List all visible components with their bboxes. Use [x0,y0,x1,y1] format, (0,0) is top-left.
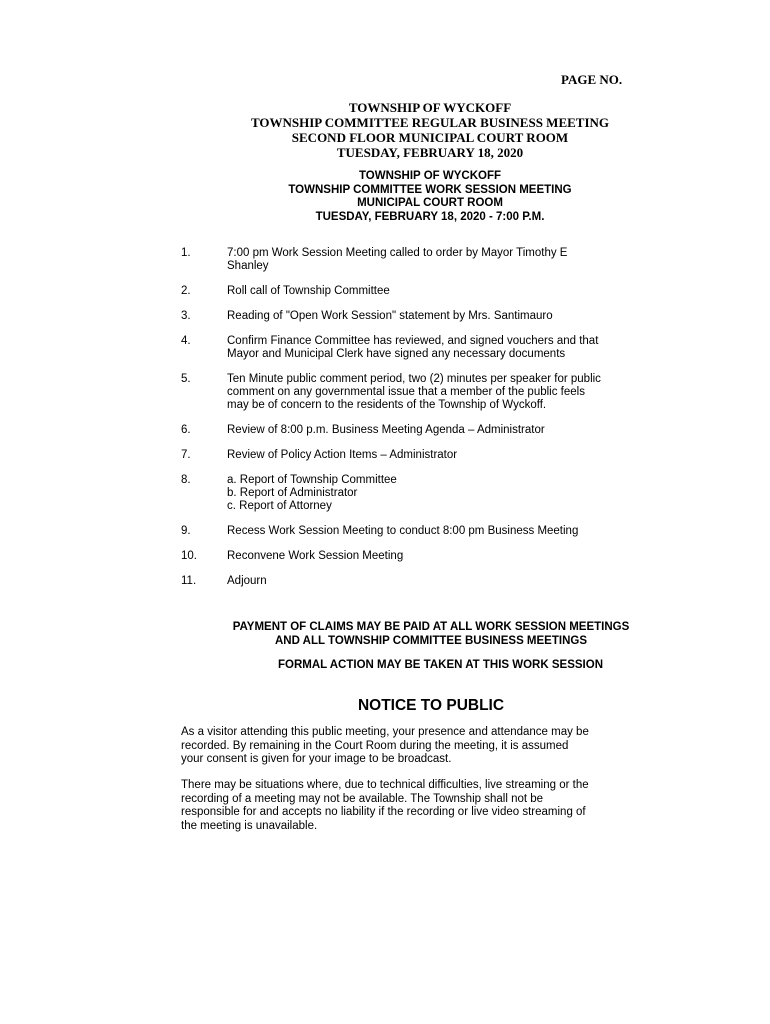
agenda-item [181,550,681,563]
paragraph-line: the meeting is unavailable. [181,819,318,832]
header-line: TUESDAY, FEBRUARY 18, 2020 [336,145,524,160]
agenda-line: Adjourn [227,575,267,587]
agenda-line: Shanley [227,260,269,272]
paragraph-line: As a visitor attending this public meeting, your presence and attendance may be [181,726,589,738]
agenda-item-text [227,525,681,538]
header-line: TOWNSHIP COMMITTEE REGULAR BUSINESS MEETING [250,115,610,130]
agenda-line: Confirm Finance Committee has reviewed, and signed vouchers and that [227,335,599,347]
notice-paragraph-recording [181,726,681,767]
agenda-item-text [227,424,681,437]
agenda-item-text [227,373,681,412]
regular-meeting-header [0,100,770,160]
agenda-item-number: 7. [181,449,191,461]
agenda-line: Roll call of Township Committee [227,285,390,297]
page-number-label: PAGE NO. [561,72,623,87]
work-session-header [0,170,770,224]
agenda-item [181,474,681,513]
agenda-item-text [227,449,681,462]
paragraph-line: your consent is given for your image to be broadcast. [181,753,452,765]
agenda-line: Mayor and Municipal Clerk have signed any necessary documents [227,348,566,360]
agenda-item-text [227,247,681,273]
agenda-item-number: 3. [181,310,191,322]
agenda-line: Ten Minute public comment period, two (2) minutes per speaker for public [227,373,601,385]
agenda-item [181,525,681,538]
agenda-line: Reading of "Open Work Session" statement by Mrs. Santimauro [227,310,553,322]
agenda-item-number: 11. [181,575,197,587]
agenda-item [181,335,681,361]
paragraph-line: recorded. By remaining in the Court Room during the meeting, it is assumed [181,739,569,752]
agenda-line: Recess Work Session Meeting to conduct 8:00 pm Business Meeting [227,525,579,537]
agenda-item-text [227,575,681,588]
agenda-item-number: 4. [181,335,191,347]
agenda-line: may be of concern to the residents of the Township of Wyckoff. [227,399,547,411]
agenda-item-text [227,335,681,361]
agenda-item-number: 8. [181,474,191,486]
notice-line: PAYMENT OF CLAIMS MAY BE PAID AT ALL WORK SESSION MEETINGS [232,621,630,633]
agenda-item [181,424,681,437]
agenda-item [181,285,681,298]
header-line: TOWNSHIP COMMITTEE WORK SESSION MEETING [288,183,572,196]
notice-line: AND ALL TOWNSHIP COMMITTEE BUSINESS MEETINGS [274,634,587,647]
agenda-line: comment on any governmental issue that a member of the public feels [227,386,585,398]
header-line: TUESDAY, FEBRUARY 18, 2020 - 7:00 P.M. [315,210,545,223]
notice-to-public-title: NOTICE TO PUBLIC [357,697,505,714]
header-line: SECOND FLOOR MUNICIPAL COURT ROOM [291,130,569,145]
header-line: TOWNSHIP OF WYCKOFF [358,170,502,182]
agenda-item-number: 9. [181,525,191,537]
agenda-item-text [227,285,681,298]
agenda-item [181,310,681,323]
agenda-list [181,247,681,600]
formal-action-notice: FORMAL ACTION MAY BE TAKEN AT THIS WORK SESSION [278,659,603,671]
agenda-line: Review of 8:00 p.m. Business Meeting Agenda – Administrator [227,424,545,436]
agenda-item-number: 10. [181,550,197,562]
agenda-subitem: a. Report of Township Committee [227,474,397,486]
agenda-item [181,575,681,588]
agenda-item-number: 5. [181,373,191,385]
payment-of-claims-notice [0,621,770,648]
agenda-item [181,373,681,412]
agenda-item [181,247,681,273]
agenda-item-number: 6. [181,424,191,436]
notice-paragraph-streaming [181,779,681,833]
agenda-item-number: 1. [181,247,191,259]
agenda-item-text [227,474,681,513]
agenda-subitem: b. Report of Administrator [227,487,358,499]
agenda-line: Reconvene Work Session Meeting [227,550,404,562]
agenda-item-text [227,550,681,563]
paragraph-line: recording of a meeting may not be available. The Township shall not be [181,792,544,805]
agenda-item-number: 2. [181,285,191,297]
agenda-subitem: c. Report of Attorney [227,500,332,512]
agenda-line: Review of Policy Action Items – Administrator [227,449,458,461]
agenda-item-text [227,310,681,323]
agenda-line: 7:00 pm Work Session Meeting called to order by Mayor Timothy E [227,247,568,259]
paragraph-line: responsible for and accepts no liability if the recording or live video streaming of [181,806,586,818]
paragraph-line: There may be situations where, due to technical difficulties, live streaming or the [181,779,589,791]
agenda-item [181,449,681,462]
header-line: MUNICIPAL COURT ROOM [357,197,503,209]
header-line: TOWNSHIP OF WYCKOFF [348,100,512,115]
